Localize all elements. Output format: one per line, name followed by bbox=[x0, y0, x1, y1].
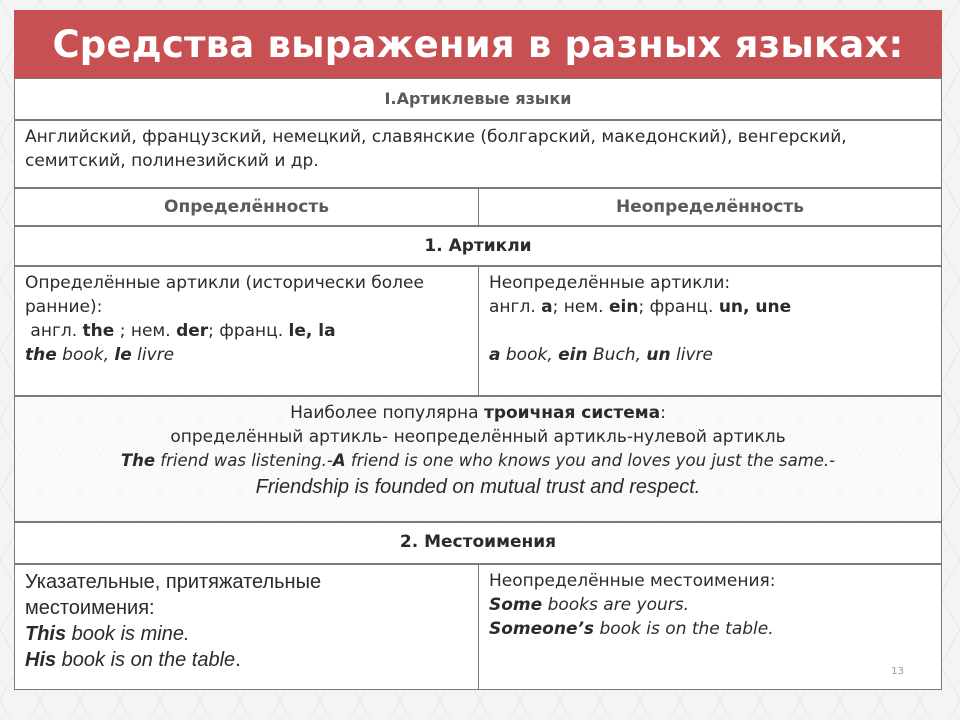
subheader-articles bbox=[14, 226, 942, 266]
triple-listening: friend was listening.- bbox=[155, 451, 333, 470]
triple-line2: определённый артикль- неопределённый артикль-нулевой артикль bbox=[170, 427, 786, 447]
def-articles-usage bbox=[25, 343, 468, 367]
pron-some: Some bbox=[489, 595, 543, 615]
col-indefinite-label: Неопределённость bbox=[616, 197, 804, 217]
definite-pronouns-cell bbox=[14, 564, 479, 690]
indef-ex-a: a bbox=[489, 345, 501, 365]
triple-line4 bbox=[15, 473, 941, 501]
indefinite-pronouns-cell bbox=[478, 564, 942, 690]
indef-articles-intro: Неопределённые артикли: bbox=[489, 273, 731, 293]
pron-some-rest: books are yours. bbox=[542, 595, 690, 615]
indef-articles-usage bbox=[489, 343, 931, 367]
pron-def-intro: Указательные, притяжательные местоимения: bbox=[25, 571, 322, 619]
triple-line1 bbox=[15, 401, 941, 425]
page-number: 13 bbox=[891, 666, 904, 677]
def-ex-le: le bbox=[114, 345, 132, 365]
indef-prefix: англ. bbox=[489, 297, 542, 317]
def-le-la: le, la bbox=[288, 321, 336, 341]
indef-a: a bbox=[541, 297, 553, 317]
title-bar bbox=[14, 10, 942, 78]
triple-line3 bbox=[15, 449, 941, 473]
col-header-definite bbox=[14, 188, 479, 226]
indef-sep1: ; нем. bbox=[552, 297, 609, 317]
def-articles-examples bbox=[25, 319, 468, 343]
pron-indef-intro: Неопределённые местоимения: bbox=[489, 571, 776, 591]
def-ex-livre: livre bbox=[131, 345, 175, 365]
indef-ex-un: un bbox=[646, 345, 671, 365]
pron-someone: Someone’s bbox=[489, 619, 595, 639]
triple-system-cell bbox=[14, 396, 942, 522]
slide-title: Средства выражения в разных языках: bbox=[52, 22, 904, 66]
triple-line1-prefix: Наиболее популярна bbox=[290, 403, 484, 423]
def-sep2: ; франц. bbox=[208, 321, 289, 341]
pron-this-rest: book is mine. bbox=[66, 623, 190, 645]
indef-ex-book: book, bbox=[500, 345, 559, 365]
indef-ein: ein bbox=[608, 297, 639, 317]
indef-ex-ein: ein bbox=[558, 345, 588, 365]
indef-sep2: ; франц. bbox=[638, 297, 719, 317]
languages-text: Английский, французский, немецкий, славянские (болгарский, македонский), венгерский, семитский, полинезийский и др. bbox=[25, 127, 847, 171]
pron-his-rest: book is on the table bbox=[56, 649, 236, 671]
def-der: der bbox=[176, 321, 209, 341]
indefinite-articles-cell bbox=[478, 266, 942, 396]
pron-def-his bbox=[25, 647, 468, 673]
triple-line1-suffix: : bbox=[660, 403, 666, 423]
def-articles-intro: Определённые артикли (исторически более ранние): bbox=[25, 273, 424, 317]
col-header-indefinite bbox=[478, 188, 942, 226]
col-definite-label: Определённость bbox=[164, 197, 329, 217]
triple-line1-bold: троичная система bbox=[483, 403, 661, 423]
triple-friendship: Friendship is founded on mutual trust and respect. bbox=[255, 476, 701, 498]
subheader-pronouns bbox=[14, 522, 942, 564]
pron-his: His bbox=[25, 649, 57, 671]
section-articles-label: I.Артиклевые языки bbox=[384, 89, 572, 108]
definite-articles-cell bbox=[14, 266, 479, 396]
pron-this: This bbox=[25, 623, 67, 645]
def-prefix: англ. bbox=[30, 321, 83, 341]
section-articles-languages bbox=[14, 78, 942, 120]
def-sep1: ; нем. bbox=[114, 321, 177, 341]
def-the: the bbox=[82, 321, 115, 341]
pron-indef-some bbox=[489, 593, 931, 617]
indef-un-une: un, une bbox=[718, 297, 792, 317]
triple-rest: friend is one who knows you and loves you just the same.- bbox=[345, 451, 836, 470]
indef-ex-buch: Buch, bbox=[587, 345, 647, 365]
pron-indef-someone bbox=[489, 617, 931, 641]
pron-someone-rest: book is on the table. bbox=[594, 619, 774, 639]
indef-articles-examples bbox=[489, 295, 931, 319]
triple-a: A bbox=[332, 451, 346, 470]
pron-def-this bbox=[25, 621, 468, 647]
sub2-label: 2. Местоимения bbox=[399, 532, 557, 552]
languages-cell bbox=[14, 120, 942, 188]
triple-the: The bbox=[120, 451, 156, 470]
indef-ex-livre: livre bbox=[670, 345, 713, 365]
def-ex-the: the bbox=[25, 345, 57, 365]
sub1-label: 1. Артикли bbox=[424, 236, 532, 256]
pron-his-dot: . bbox=[235, 649, 241, 671]
def-ex-book: book, bbox=[56, 345, 115, 365]
